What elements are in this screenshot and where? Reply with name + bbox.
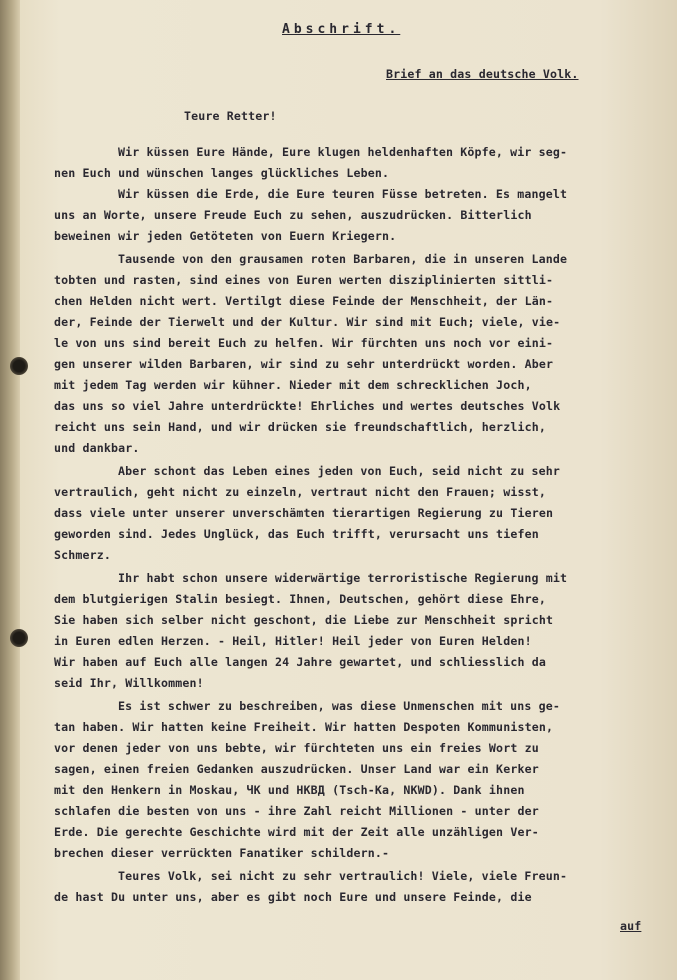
text-line: Sie haben sich selber nicht geschont, die Liebe zur Menschheit spricht (54, 613, 554, 627)
text-line: dass viele unter unserer unverschämten tierartigen Regierung zu Tieren (54, 506, 554, 520)
text-line: Erde. Die gerechte Geschichte wird mit der Zeit alle unzähligen Ver- (54, 825, 539, 839)
text-line: sagen, einen freien Gedanken auszudrücken. Unser Land war ein Kerker (54, 762, 539, 776)
text-line: Ihr habt schon unsere widerwärtige terroristische Regierung mit (118, 571, 568, 585)
text-line: mit jedem Tag werden wir kühner. Nieder mit dem schrecklichen Joch, (54, 378, 532, 392)
text-line: Wir küssen die Erde, die Eure teuren Füsse betreten. Es mangelt (118, 187, 568, 201)
text-line: mit den Henkern in Moskau, ЧК und НКВД (Tsch-Ka, NKWD). Dank ihnen (54, 783, 525, 797)
text-line: und dankbar. (54, 441, 140, 455)
salutation: Teure Retter! (184, 109, 277, 123)
text-line: beweinen wir jeden Getöteten von Euern Kriegern. (54, 229, 397, 243)
text-line: der, Feinde der Tierwelt und der Kultur. Wir sind mit Euch; viele, vie- (54, 315, 561, 329)
text-line: Tausende von den grausamen roten Barbaren, die in unseren Lande (118, 252, 568, 266)
text-line: Schmerz. (54, 548, 112, 562)
text-line: schlafen die besten von uns - ihre Zahl reicht Millionen - unter der (54, 804, 539, 818)
punch-hole-upper (10, 357, 28, 375)
text-line: gen unserer wilden Barbaren, wir sind zu sehr unterdrückt worden. Aber (54, 357, 554, 371)
text-line: in Euren edlen Herzen. - Heil, Hitler! Heil jeder von Euren Helden! (54, 634, 532, 648)
text-line: Aber schont das Leben eines jeden von Euch, seid nicht zu sehr (118, 464, 561, 478)
text-line: vertraulich, geht nicht zu einzeln, vertraut nicht den Frauen; wisst, (54, 485, 546, 499)
page-binding-edge (0, 0, 20, 980)
text-line: tan haben. Wir hatten keine Freiheit. Wir hatten Despoten Kommunisten, (54, 720, 554, 734)
text-line: tobten und rasten, sind eines von Euren werten disziplinierten sittli- (54, 273, 554, 287)
text-line: de hast Du unter uns, aber es gibt noch Eure und unsere Feinde, die (54, 890, 532, 904)
text-line: brechen dieser verrückten Fanatiker schildern.- (54, 846, 390, 860)
text-line: dem blutgierigen Stalin besiegt. Ihnen, Deutschen, gehört diese Ehre, (54, 592, 546, 606)
text-line: das uns so viel Jahre unterdrückte! Ehrliches und wertes deutsches Volk (54, 399, 561, 413)
text-line: Wir haben auf Euch alle langen 24 Jahre gewartet, und schliesslich da (54, 655, 546, 669)
text-line: chen Helden nicht wert. Vertilgt diese Feinde der Menschheit, der Län- (54, 294, 554, 308)
text-line: Teures Volk, sei nicht zu sehr vertraulich! Viele, viele Freun- (118, 869, 568, 883)
punch-hole-lower (10, 629, 28, 647)
document-title: Abschrift. (282, 22, 401, 37)
text-line: vor denen jeder von uns bebte, wir fürchteten uns ein freies Wort zu (54, 741, 539, 755)
text-line: Wir küssen Eure Hände, Eure klugen heldenhaften Köpfe, wir seg- (118, 145, 568, 159)
text-line: nen Euch und wünschen langes glückliches Leben. (54, 166, 390, 180)
text-line: uns an Worte, unsere Freude Euch zu sehen, auszudrücken. Bitterlich (54, 208, 532, 222)
text-line: seid Ihr, Willkommen! (54, 676, 204, 690)
continuation-word: auf (620, 919, 642, 933)
text-line: Es ist schwer zu beschreiben, was diese Unmenschen mit uns ge- (118, 699, 561, 713)
text-line: geworden sind. Jedes Unglück, das Euch trifft, verursacht uns tiefen (54, 527, 539, 541)
text-line: reicht uns sein Hand, und wir drücken sie freundschaftlich, herzlich, (54, 420, 546, 434)
text-line: le von uns sind bereit Euch zu helfen. Wir fürchten uns noch vor eini- (54, 336, 554, 350)
document-subtitle: Brief an das deutsche Volk. (386, 67, 579, 81)
